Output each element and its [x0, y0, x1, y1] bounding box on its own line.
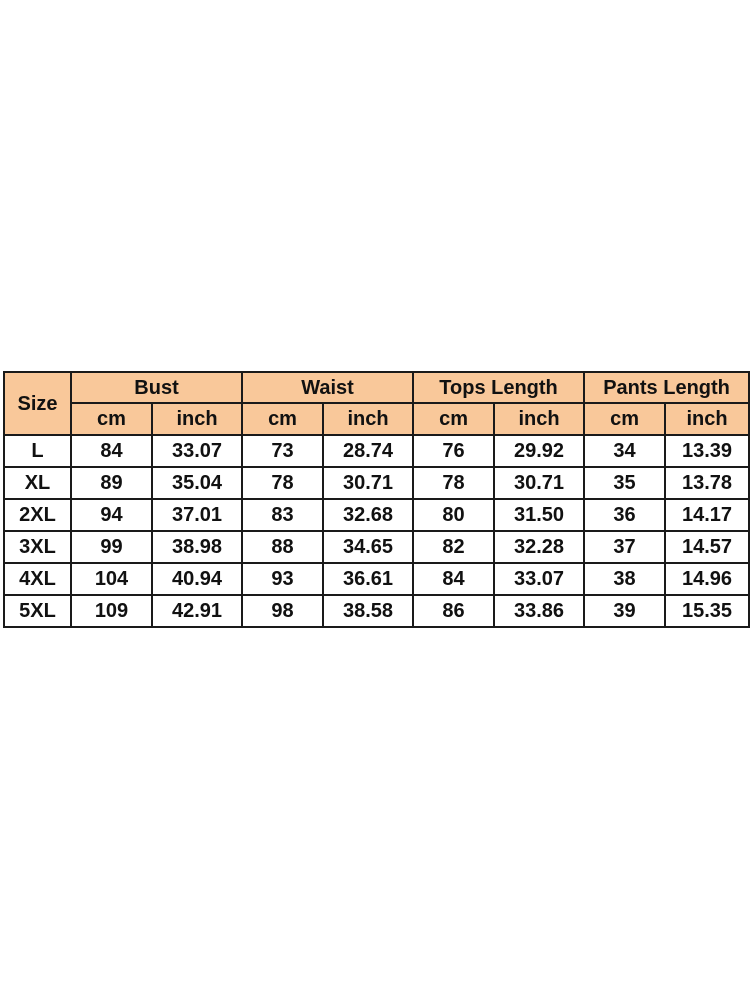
bust-cm-cell: 99: [71, 531, 152, 563]
table-row: [4, 435, 749, 467]
waist-cm-header: cm: [242, 403, 323, 435]
bust-cm-cell: 94: [71, 499, 152, 531]
header-group-row: [4, 372, 749, 403]
bust-cm-cell: 104: [71, 563, 152, 595]
tops-length-cm-cell: 80: [413, 499, 494, 531]
table-header: [4, 372, 749, 435]
bust-cm-cell: 84: [71, 435, 152, 467]
waist-inch-cell: 30.71: [323, 467, 413, 499]
tops-length-inch-cell: 31.50: [494, 499, 584, 531]
pants-length-cm-header: cm: [584, 403, 665, 435]
bust-cm-cell: 89: [71, 467, 152, 499]
pants-length-inch-cell: 13.78: [665, 467, 749, 499]
pants-length-inch-cell: 13.39: [665, 435, 749, 467]
pants-length-inch-cell: 14.57: [665, 531, 749, 563]
bust-inch-cell: 37.01: [152, 499, 242, 531]
bust-cm-cell: 109: [71, 595, 152, 627]
tops-length-inch-cell: 33.86: [494, 595, 584, 627]
size-cell: XL: [4, 467, 71, 499]
bust-inch-header: inch: [152, 403, 242, 435]
waist-inch-cell: 38.58: [323, 595, 413, 627]
tops-length-cm-cell: 76: [413, 435, 494, 467]
pants-length-cm-cell: 37: [584, 531, 665, 563]
waist-cm-cell: 98: [242, 595, 323, 627]
pants-length-header: Pants Length: [584, 372, 749, 403]
table-row: [4, 595, 749, 627]
size-cell: 5XL: [4, 595, 71, 627]
waist-header: Waist: [242, 372, 413, 403]
pants-length-inch-cell: 15.35: [665, 595, 749, 627]
pants-length-inch-cell: 14.17: [665, 499, 749, 531]
tops-length-cm-header: cm: [413, 403, 494, 435]
waist-cm-cell: 73: [242, 435, 323, 467]
size-cell: 3XL: [4, 531, 71, 563]
table-row: [4, 499, 749, 531]
size-cell: 4XL: [4, 563, 71, 595]
tops-length-cm-cell: 84: [413, 563, 494, 595]
table-row: [4, 467, 749, 499]
tops-length-cm-cell: 78: [413, 467, 494, 499]
pants-length-cm-cell: 35: [584, 467, 665, 499]
header-unit-row: [4, 403, 749, 435]
waist-inch-header: inch: [323, 403, 413, 435]
waist-inch-cell: 28.74: [323, 435, 413, 467]
waist-inch-cell: 32.68: [323, 499, 413, 531]
size-cell: L: [4, 435, 71, 467]
tops-length-inch-header: inch: [494, 403, 584, 435]
waist-cm-cell: 93: [242, 563, 323, 595]
table-row: [4, 531, 749, 563]
waist-inch-cell: 34.65: [323, 531, 413, 563]
table-row: [4, 563, 749, 595]
bust-inch-cell: 38.98: [152, 531, 242, 563]
tops-length-inch-cell: 30.71: [494, 467, 584, 499]
bust-header: Bust: [71, 372, 242, 403]
size-chart-table: [3, 371, 750, 628]
bust-inch-cell: 40.94: [152, 563, 242, 595]
size-cell: 2XL: [4, 499, 71, 531]
bust-inch-cell: 35.04: [152, 467, 242, 499]
tops-length-header: Tops Length: [413, 372, 584, 403]
tops-length-inch-cell: 33.07: [494, 563, 584, 595]
pants-length-cm-cell: 38: [584, 563, 665, 595]
waist-inch-cell: 36.61: [323, 563, 413, 595]
waist-cm-cell: 88: [242, 531, 323, 563]
tops-length-cm-cell: 82: [413, 531, 494, 563]
pants-length-inch-header: inch: [665, 403, 749, 435]
tops-length-inch-cell: 32.28: [494, 531, 584, 563]
pants-length-cm-cell: 36: [584, 499, 665, 531]
tops-length-inch-cell: 29.92: [494, 435, 584, 467]
table-body: [4, 435, 749, 627]
pants-length-cm-cell: 39: [584, 595, 665, 627]
size-column-header: Size: [4, 372, 71, 435]
pants-length-cm-cell: 34: [584, 435, 665, 467]
waist-cm-cell: 83: [242, 499, 323, 531]
tops-length-cm-cell: 86: [413, 595, 494, 627]
bust-inch-cell: 42.91: [152, 595, 242, 627]
bust-inch-cell: 33.07: [152, 435, 242, 467]
pants-length-inch-cell: 14.96: [665, 563, 749, 595]
bust-cm-header: cm: [71, 403, 152, 435]
waist-cm-cell: 78: [242, 467, 323, 499]
